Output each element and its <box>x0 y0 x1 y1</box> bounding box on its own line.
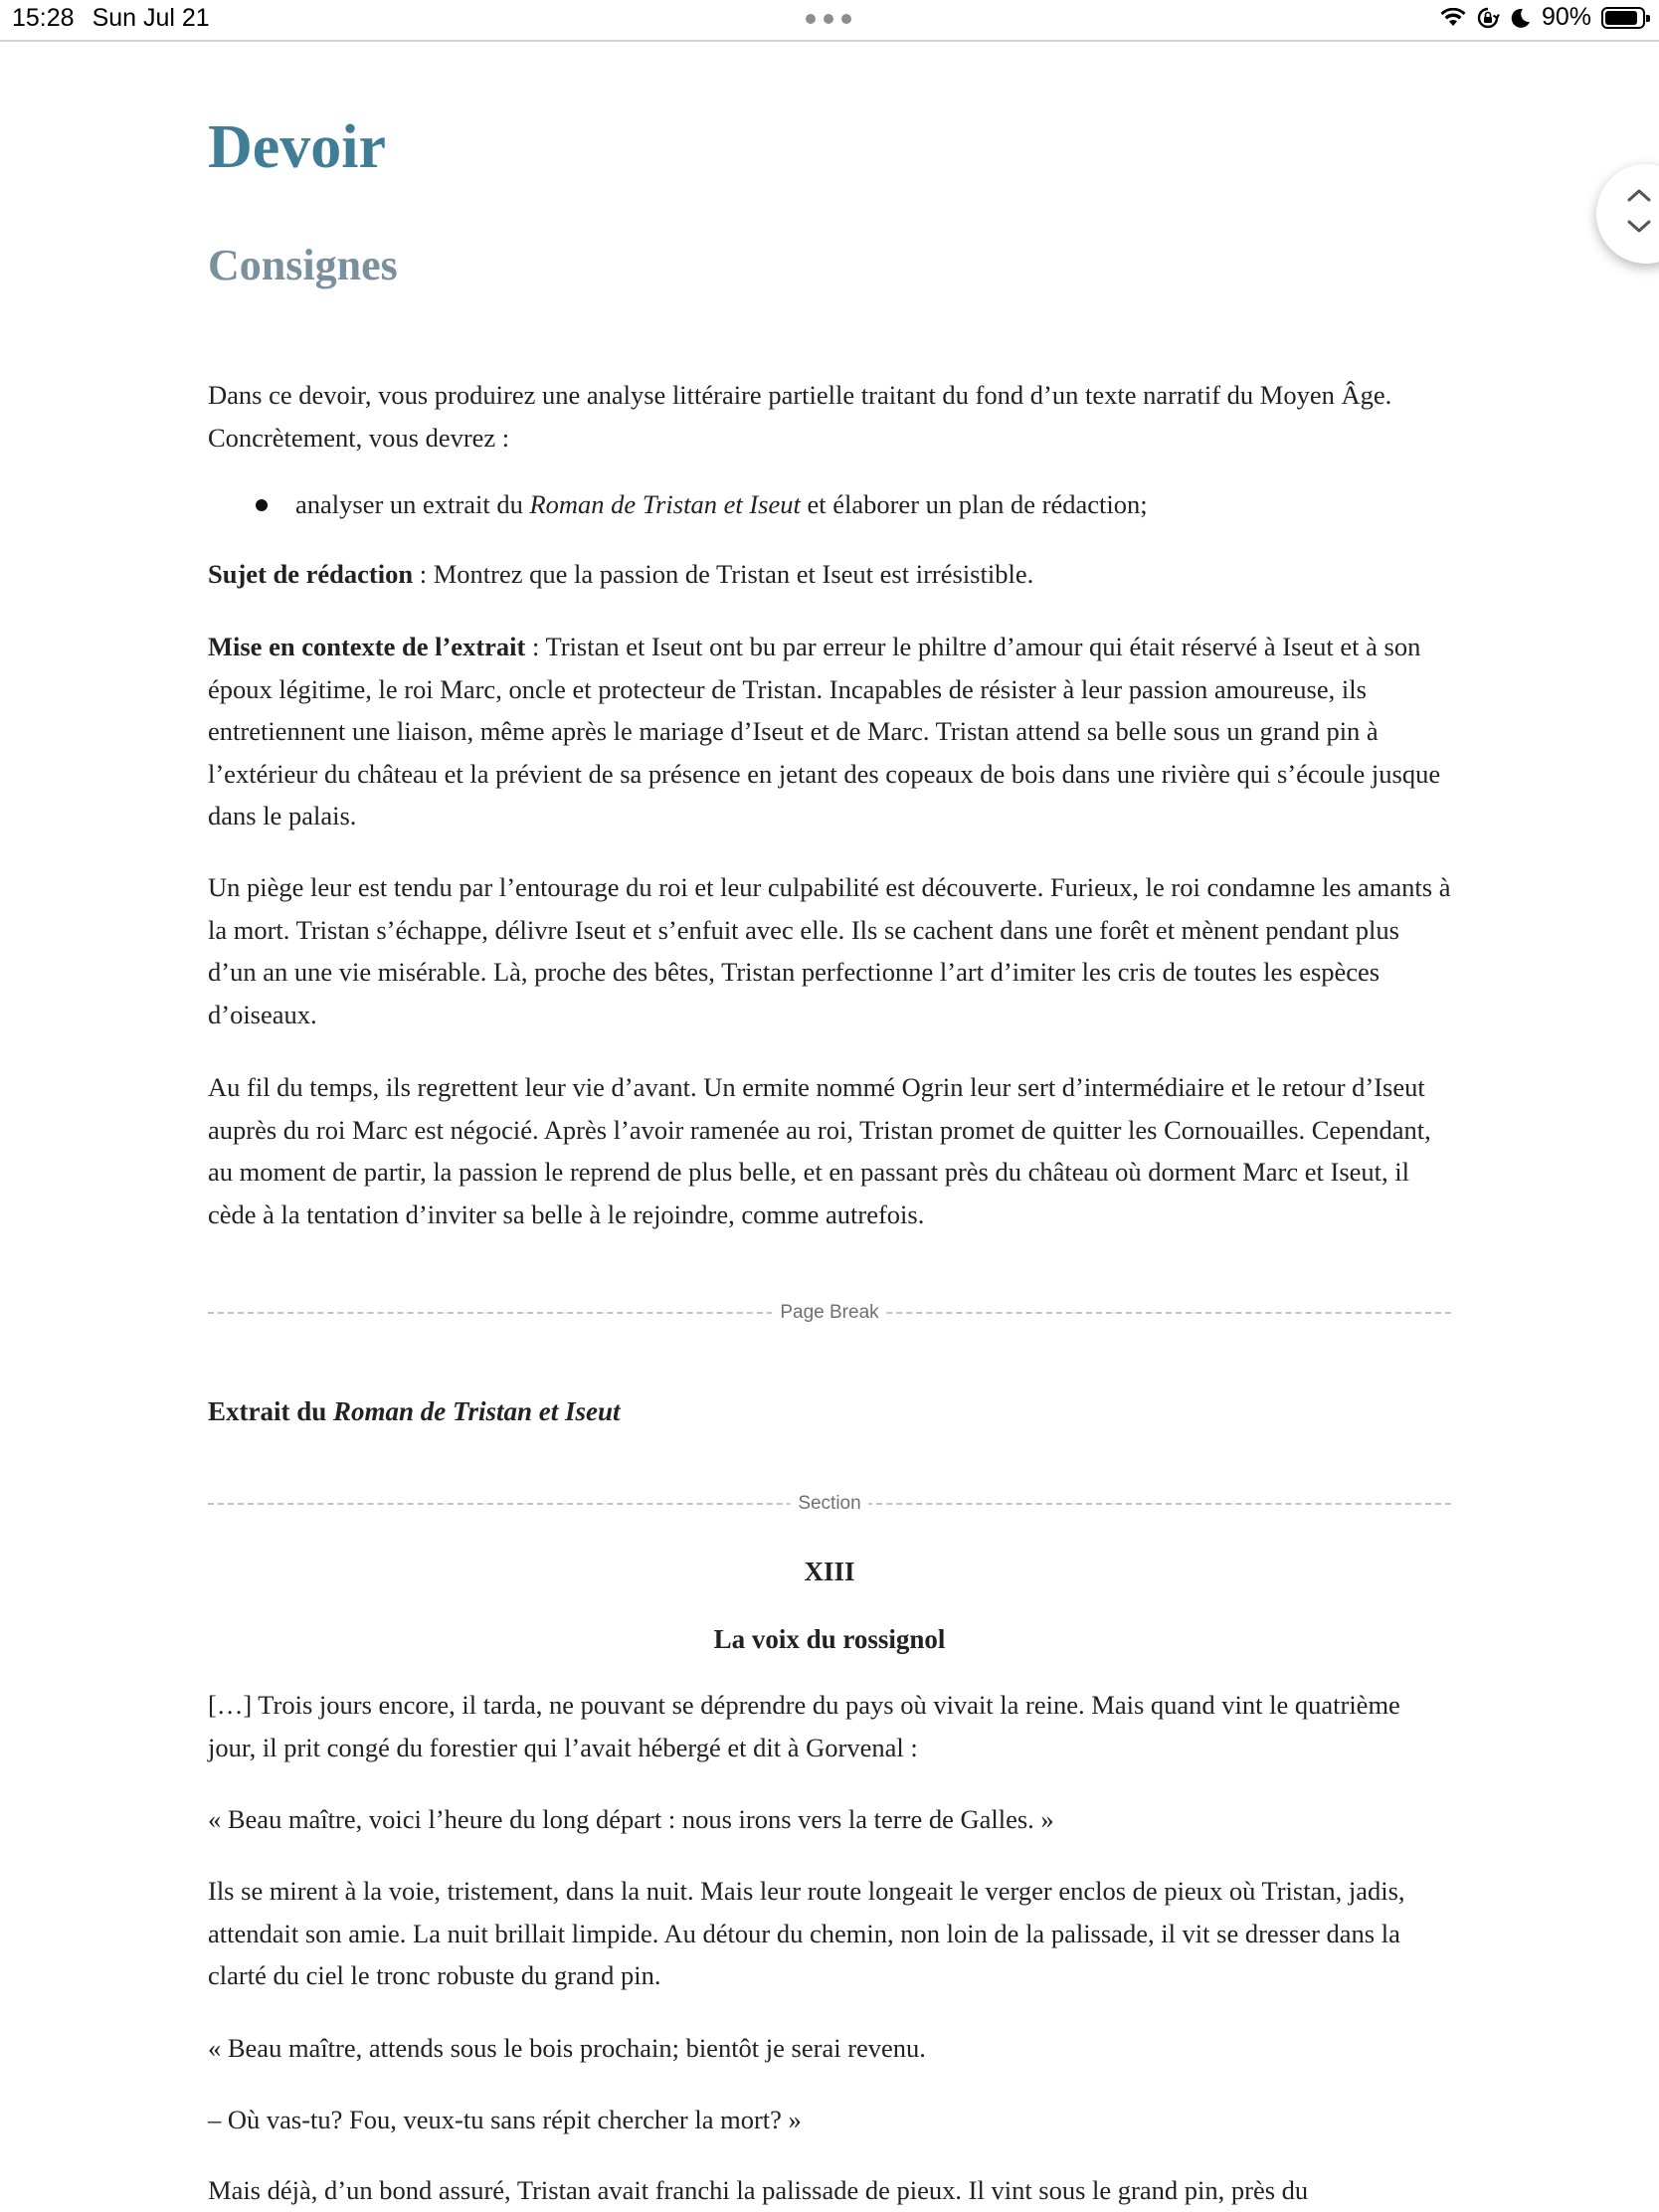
status-left <box>12 4 210 33</box>
chapter-number: XIII <box>804 1557 855 1586</box>
context-label: Mise en contexte de l’extrait <box>208 632 526 661</box>
extract-heading: Extrait du Roman de Tristan et Iseut <box>208 1396 621 1426</box>
paragraph-return: Au fil du temps, ils regrettent leur vie d’avant. Un ermite nommé Ogrin leur sert d’intermédiaire et le retour d’Iseut auprès du roi Marc est négocié. Après l’avoir ramenée au roi, Tristan promet de quitter les Cornouailles. Cependant, au moment de partir, la passion le reprend de plus belle, et en passant près du château où dorment Marc et Iseut, il cède à la tentation d’inviter sa belle à le rejoindre, comme autrefois. <box>208 1072 1431 1229</box>
chapter-paragraph: Mais déjà, d’un bond assuré, Tristan avait franchi la palissade de pieux. Il vint sous le grand pin, près du <box>208 2175 1309 2205</box>
status-bar <box>0 0 1659 42</box>
subject-paragraph: Sujet de rédaction : Montrez que la passion de Tristan et Iseut est irrésistible. <box>208 559 1034 589</box>
context-paragraph: Mise en contexte de l’extrait : Tristan et Iseut ont bu par erreur le philtre d’amour qui était réservé à Iseut et à son époux légitime, le roi Marc, oncle et protecteur de Tristan. Incapables de résister à leur passion amoureuse, ils entretiennent une liaison, même après le mariage d’Iseut et de Marc. Tristan attend sa belle sous un grand pin à l’extérieur du château et la prévient de sa présence en jetant des copeaux de bois dans une rivière qui s’écoule jusque dans le palais. <box>208 632 1441 831</box>
section-heading-consignes: Consignes <box>208 241 398 289</box>
chapter-paragraph: « Beau maître, attends sous le bois prochain; bientôt je serai revenu. <box>208 2033 926 2063</box>
section-divider <box>208 1489 1451 1519</box>
page-break-label: Page Break <box>772 1298 886 1328</box>
chapter-paragraph: Ils se mirent à la voie, tristement, dans la nuit. Mais leur route longeait le verger enclos de pieux où Tristan, jadis, attendait son amie. La nuit brillait limpide. Au détour du chemin, non loin de la palissade, il vit se dresser dans la clarté du ciel le tronc robuste du grand pin. <box>208 1876 1405 1991</box>
paragraph-trap: Un piège leur est tendu par l’entourage du roi et leur culpabilité est découverte. Furieux, le roi condamne les amants à la mort. Tristan s’échappe, délivre Iseut et s’enfuit avec elle. Ils se cachent dans une forêt et mènent pendant plus d’un an une vie misérable. Là, proche des bêtes, Tristan perfectionne l’art d’imiter les cris de toutes les espèces d’oiseaux. <box>208 872 1451 1029</box>
status-time: 15:28 <box>12 4 75 32</box>
battery-fill <box>1605 11 1637 25</box>
bullet-text: analyser un extrait du Roman de Tristan et Iseut et élaborer un plan de rédaction; <box>295 489 1148 519</box>
intro-paragraph: Dans ce devoir, vous produirez une analyse littéraire partielle traitant du fond d’un texte narratif du Moyen Âge. Concrètement, vous devrez : <box>208 380 1392 453</box>
chapter-paragraph: […] Trois jours encore, il tarda, ne pouvant se déprendre du pays où vivait la reine. Mais quand vint le quatrième jour, il prit congé du forestier qui l’avait hébergé et dit à Gorvenal : <box>208 1690 1400 1762</box>
multitasking-dots-icon[interactable] <box>805 12 852 26</box>
battery-percentage: 90% <box>1541 3 1591 31</box>
status-right <box>1440 3 1645 32</box>
subject-label: Sujet de rédaction <box>208 559 414 589</box>
do-not-disturb-moon-icon <box>1510 7 1532 29</box>
page-break-divider <box>208 1298 1451 1328</box>
status-date: Sun Jul 21 <box>92 4 210 32</box>
chevron-down-icon[interactable] <box>1626 219 1652 235</box>
section-label: Section <box>790 1489 868 1519</box>
chevron-up-icon[interactable] <box>1626 187 1652 203</box>
orientation-lock-icon <box>1476 6 1500 30</box>
bullet-icon <box>256 499 268 511</box>
battery-icon <box>1601 7 1645 29</box>
battery-tip <box>1646 15 1650 22</box>
chapter-paragraph: – Où vas-tu? Fou, veux-tu sans répit chercher la mort? » <box>208 2105 802 2134</box>
chapter-title: La voix du rossignol <box>713 1624 946 1654</box>
wifi-icon <box>1440 8 1466 28</box>
document-title: Devoir <box>208 113 387 181</box>
chapter-paragraph: « Beau maître, voici l’heure du long départ : nous irons vers la terre de Galles. » <box>208 1804 1054 1834</box>
page-scroll-control[interactable] <box>1596 164 1659 264</box>
